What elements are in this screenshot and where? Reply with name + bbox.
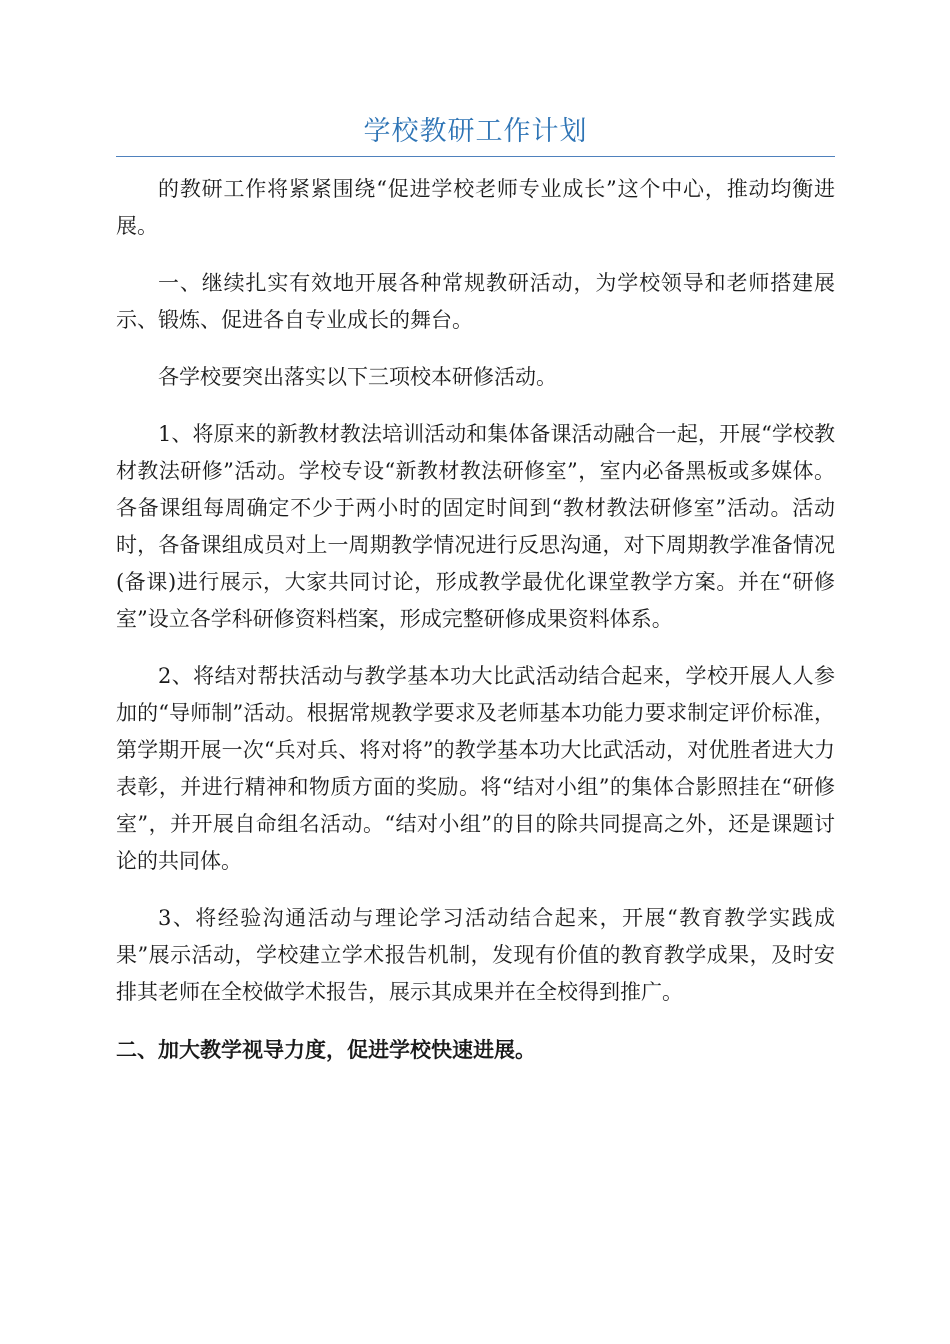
item-two-paragraph: 2、将结对帮扶活动与教学基本功大比武活动结合起来，学校开展人人参加的“导师制”活动。根据常规教学要求及老师基本功能力要求制定评价标准，第学期开展一次“兵对兵、将对将”的教学基本功大比武活动，对优胜者进大力表彰，并进行精神和物质方面的奖励。将“结对小组”的集体合影照挂在“研修室”，并开展自命组名活动。“结对小组”的目的除共同提高之外，还是课题讨论的共同体。 (116, 664, 835, 873)
item-one-paragraph: 1、将原来的新教材教法培训活动和集体备课活动融合一起，开展“学校教材教法研修”活动。学校专设“新教材教法研修室”，室内必备黑板或多媒体。各备课组每周确定不少于两小时的固定时间到“教材教法研修室”活动。活动时，各备课组成员对上一周期教学情况进行反思沟通，对下周期教学准备情况(备课)进行展示，大家共同讨论，形成教学最优化课堂教学方案。并在“研修室”设立各学科研修资料档案，形成完整研修成果资料体系。 (116, 422, 835, 631)
section-two-heading: 二、加大教学视导力度，促进学校快速进展。 (116, 1037, 536, 1062)
document-title: 学校教研工作计划 (363, 116, 588, 147)
document-body (116, 171, 835, 1088)
section-one-paragraph: 一、继续扎实有效地开展各种常规教研活动，为学校领导和老师搭建展示、锻炼、促进各自专业成长的舞台。 (116, 271, 835, 332)
activities-intro-paragraph: 各学校要突出落实以下三项校本研修活动。 (158, 365, 557, 389)
item-three-paragraph: 3、将经验沟通活动与理论学习活动结合起来，开展“教育教学实践成果”展示活动，学校建立学术报告机制，发现有价值的教育教学成果，及时安排其老师在全校做学术报告，展示其成果并在全校得到推广。 (116, 906, 835, 1004)
intro-paragraph: 的教研工作将紧紧围绕“促进学校老师专业成长”这个中心，推动均衡进展。 (116, 177, 835, 238)
title-block (116, 112, 835, 157)
